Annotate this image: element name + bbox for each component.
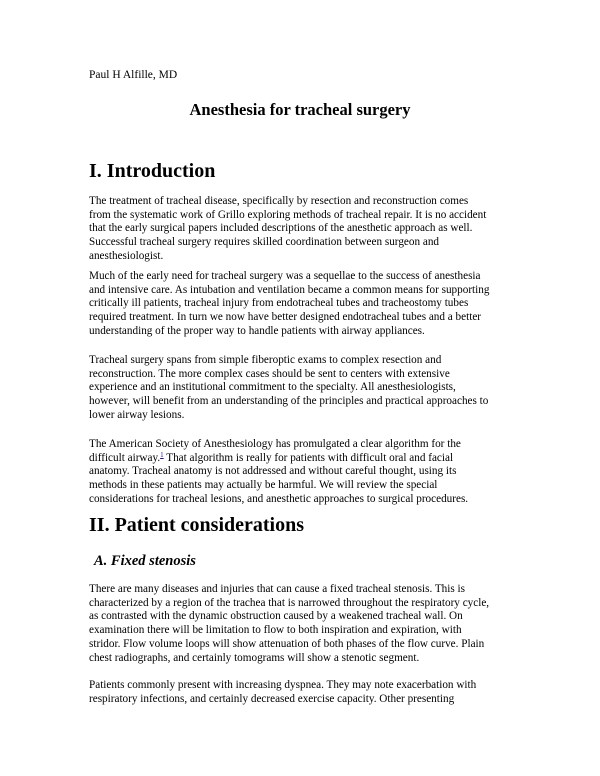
document-title: Anesthesia for tracheal surgery — [189, 100, 411, 119]
intro-paragraph-2 — [89, 270, 529, 339]
text-line: lower airway lesions. — [89, 408, 185, 421]
text-line: Tracheal surgery spans from simple fiberoptic exams to complex resection and — [89, 354, 442, 366]
text-line: anatomy. Tracheal anatomy is not addressed and without careful thought, using its — [89, 465, 457, 478]
subsection-heading-fixed-stenosis: A. Fixed stenosis — [94, 553, 196, 569]
text-line: critically ill patients, tracheal injury from endotracheal tubes and tracheostomy tubes — [89, 297, 469, 310]
intro-paragraph-4 — [89, 438, 529, 507]
text-line: as contrasted with the dynamic obstruction caused by a weakened tracheal wall. On — [89, 610, 463, 623]
section-heading-introduction: I. Introduction — [89, 160, 216, 182]
text-line: The American Society of Anesthesiology has promulgated a clear algorithm for the — [89, 438, 461, 450]
text-line: from the systematic work of Grillo exploring methods of tracheal repair. It is no accident — [89, 208, 487, 221]
text-fragment: difficult airway. — [89, 451, 161, 464]
text-line: required treatment. In turn we now have better designed endotracheal tubes and a better — [89, 311, 482, 324]
text-line: respiratory infections, and certainly decreased exercise capacity. Other presenting — [89, 692, 455, 705]
intro-paragraph-3 — [89, 354, 529, 423]
fixed-stenosis-paragraph-2 — [89, 679, 529, 706]
text-line: There are many diseases and injuries that can cause a fixed tracheal stenosis. This is — [89, 583, 465, 595]
text-line: examination there will be limitation to flow to both inspiration and expiration, with — [89, 624, 462, 637]
text-line: understanding of the proper way to handle patients with airway appliances. — [89, 324, 425, 337]
text-line: methods in these patients may actually be harmful. We will review the special — [89, 479, 438, 492]
author-name: Paul H Alfille, MD — [89, 69, 178, 81]
text-line: chest radiographs, and certainly tomograms will show a stenotic segment. — [89, 651, 420, 664]
text-line: The treatment of tracheal disease, specifically by resection and reconstruction comes — [89, 195, 469, 207]
text-line: anesthesiologist. — [89, 249, 164, 262]
text-line: however, will benefit from an understanding of the principles and practical approaches to — [89, 395, 489, 408]
text-line: reconstruction. The more complex cases should be sent to centers with extensive — [89, 367, 450, 380]
section-heading-patient-considerations: II. Patient considerations — [89, 514, 304, 536]
text-fragment: That algorithm is really for patients with difficult oral and facial — [163, 451, 454, 464]
text-line: experience and an institutional commitment to the specialty. All anesthesiologists, — [89, 381, 456, 394]
text-line: Much of the early need for tracheal surgery was a sequellae to the success of anesthesia — [89, 270, 481, 282]
text-line: that the early surgical papers included descriptions of the anesthetic approach as well. — [89, 222, 473, 235]
fixed-stenosis-paragraph-1 — [89, 583, 529, 665]
text-line: Patients commonly present with increasing dyspnea. They may note exacerbation with — [89, 679, 477, 691]
text-line: Successful tracheal surgery requires skilled coordination between surgeon and — [89, 236, 440, 249]
text-line: characterized by a region of the trachea that is narrowed throughout the respiratory cycle, — [89, 596, 490, 609]
intro-paragraph-1 — [89, 195, 529, 264]
text-line: considerations for tracheal lesions, and anesthetic approaches to surgical procedures. — [89, 492, 469, 505]
text-line: stridor. Flow volume loops will show attenuation of both phases of the flow curve. Plain — [89, 637, 485, 650]
footnote-link[interactable]: 1 — [160, 450, 164, 459]
text-line: and intensive care. As intubation and ventilation became a common means for supporting — [89, 283, 490, 296]
text-line — [89, 452, 529, 466]
